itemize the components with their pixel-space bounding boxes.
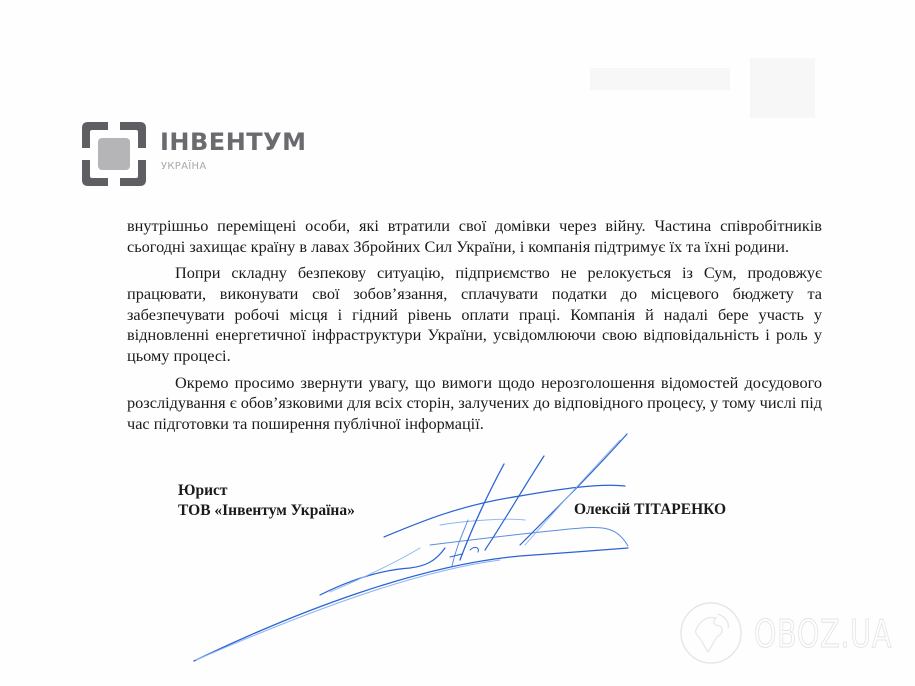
signer-name: Олексій ТІТАРЕНКО bbox=[574, 501, 727, 518]
paragraph-3: Окремо просимо звернути увагу, що вимоги щодо нерозголошення відомостей досудового розслідування є обов’язковими для всіх сторін, залучених до відповідного процесу, у тому числі під час підготовки та поширення публічної інформації. bbox=[127, 372, 822, 434]
logo-wordmark: ІНВЕНТУМ bbox=[160, 128, 307, 156]
inventum-logo-icon bbox=[78, 118, 150, 190]
letter-body bbox=[127, 216, 822, 440]
watermark-text: OBOZ.UA bbox=[754, 612, 893, 656]
signer-position: Юрист bbox=[178, 482, 228, 499]
globe-icon bbox=[678, 600, 744, 666]
paragraph-2: Попри складну безпекову ситуацію, підприємство не релокується із Сум, продовжує працювати, виконувати свої зобов’язання, сплачувати податки до місцевого бюджету та забезпечувати робочі місця і гідний рівень оплати праці. Компанія й надалі бере участь у відновленні енергетичної інфраструктури України, усвідомлюючи свою відповідальність і роль у цьому процесі. bbox=[127, 263, 822, 366]
oboz-watermark bbox=[670, 598, 910, 668]
logo-subtitle: УКРАЇНА bbox=[161, 161, 207, 172]
signer-title-block bbox=[178, 481, 355, 521]
signer-company: ТОВ «Інвентум Україна» bbox=[178, 502, 355, 519]
show-through-artifact bbox=[750, 58, 815, 118]
paragraph-1: внутрішньо переміщені особи, які втратили свої домівки через війну. Частина співробітників сьогодні захищає країну в лавах Збройних Сил України, і компанія підтримує їх та їхні родини. bbox=[127, 216, 822, 256]
show-through-artifact bbox=[590, 68, 730, 90]
company-logo bbox=[76, 116, 316, 188]
